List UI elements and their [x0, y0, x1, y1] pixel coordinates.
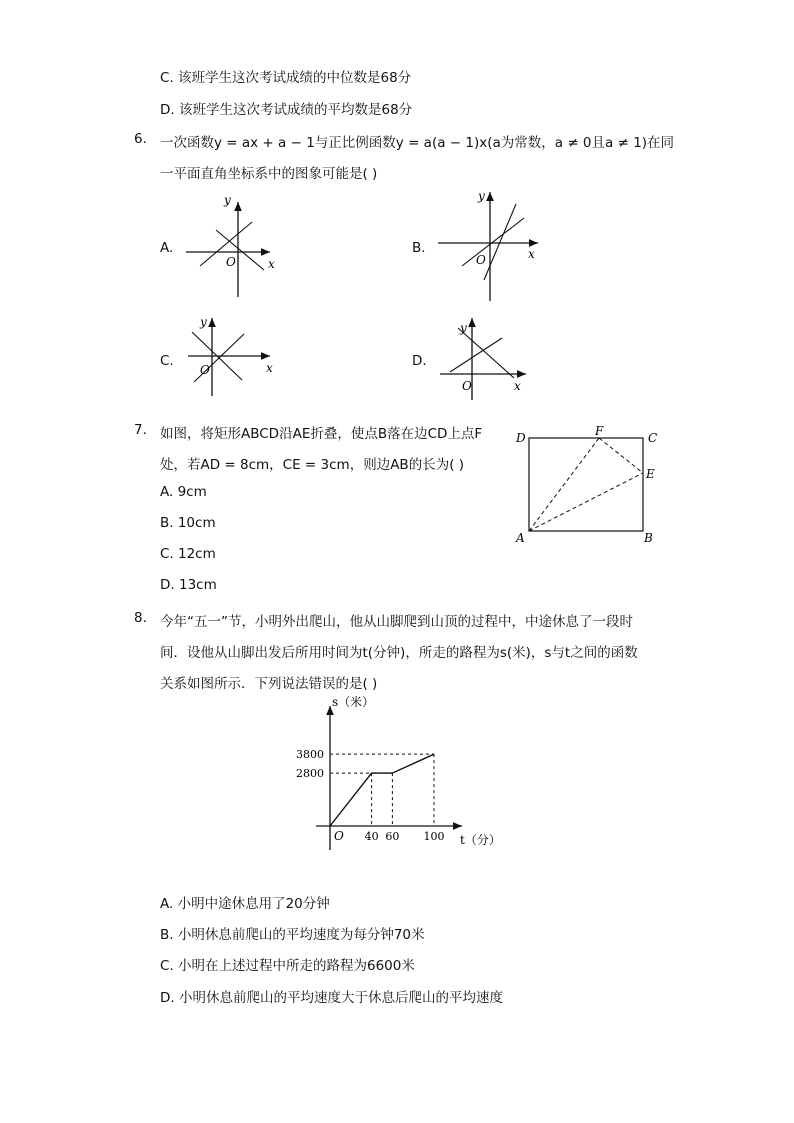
q6c-x-label: x	[266, 361, 273, 375]
q8-stem-line1: 今年“五一”节，小明外出爬山，他从山脚爬到山顶的过程中，中途休息了一段时	[160, 614, 633, 630]
q6d-x-label: x	[514, 379, 521, 393]
q7-label-d: D	[516, 431, 526, 445]
q6-option-a-label: A.	[160, 240, 174, 256]
q6-number: 6.	[134, 131, 147, 147]
q6-option-d-label: D.	[412, 353, 427, 369]
q6-stem-line1: 一次函数y = ax + a − 1与正比例函数y = a(a − 1)x(a为常数，a ≠ 0且a ≠ 1)在同	[160, 135, 675, 151]
q8-option-a: A. 小明中途休息用了20分钟	[160, 896, 330, 912]
q6-option-c-label: C.	[160, 353, 174, 369]
q5-option-c: C. 该班学生这次考试成绩的中位数是68分	[160, 70, 412, 86]
q6-graph-d	[434, 312, 534, 402]
q8-option-c: C. 小明在上述过程中所走的路程为6600米	[160, 958, 415, 974]
x-tick-label: 40	[364, 830, 379, 843]
q6b-x-label: x	[528, 247, 535, 261]
q7-label-c: C	[648, 431, 658, 445]
q6c-y-label: y	[200, 315, 207, 329]
x-tick-label: 100	[423, 830, 445, 843]
q8-option-d: D. 小明休息前爬山的平均速度大于休息后爬山的平均速度	[160, 990, 503, 1006]
origin-label: O	[334, 829, 344, 843]
q7-rectangle-figure	[510, 426, 670, 548]
q6a-origin-label: O	[226, 255, 236, 269]
chart-guides	[330, 754, 434, 826]
q6-graph-c	[182, 312, 282, 398]
q6a-x-label: x	[268, 257, 275, 271]
q8-distance-time-chart	[280, 690, 520, 855]
q6-graph-a	[180, 192, 290, 302]
q8-option-b: B. 小明休息前爬山的平均速度为每分钟70米	[160, 927, 425, 943]
y-tick-label: 2800	[296, 767, 324, 781]
x-tick-label: 60	[385, 830, 400, 843]
q8-stem-line2: 间．设他从山脚出发后所用时间为t(分钟)，所走的路程为s(米)，s与t之间的函数	[160, 645, 638, 661]
q7-label-a: A	[516, 531, 525, 545]
series-line	[330, 754, 434, 826]
q6-graph-b	[432, 186, 552, 304]
x-axis-title: t（分）	[460, 833, 501, 847]
q7-option-b: B. 10cm	[160, 515, 216, 531]
q7-label-b: B	[644, 531, 653, 545]
q6a-y-label: y	[224, 193, 231, 207]
q6d-origin-label: O	[462, 379, 472, 393]
q5-option-d: D. 该班学生这次考试成绩的平均数是68分	[160, 102, 413, 118]
q7-number: 7.	[134, 422, 147, 438]
q7-option-d: D. 13cm	[160, 577, 217, 593]
y-axis-title: s（米）	[332, 695, 375, 709]
q6c-origin-label: O	[200, 363, 210, 377]
y-tick-label: 3800	[296, 748, 324, 762]
q7-label-f: F	[595, 426, 604, 438]
q8-number: 8.	[134, 610, 147, 626]
q6b-y-label: y	[478, 189, 485, 203]
q7-label-e: E	[646, 467, 655, 481]
q7-stem-line2: 处，若AD = 8cm，CE = 3cm，则边AB的长为( )	[160, 457, 465, 473]
q6-stem-line2: 一平面直角坐标系中的图象可能是( )	[160, 166, 378, 182]
q8-stem-line3: 关系如图所示．下列说法错误的是( )	[160, 676, 378, 692]
q6b-origin-label: O	[476, 253, 486, 267]
q7-option-a: A. 9cm	[160, 484, 207, 500]
q7-stem-line1: 如图，将矩形ABCD沿AE折叠，使点B落在边CD上点F	[160, 426, 483, 442]
q7-option-c: C. 12cm	[160, 546, 216, 562]
q6-option-b-label: B.	[412, 240, 426, 256]
q6d-y-label: y	[460, 321, 467, 335]
chart-series-line	[330, 754, 434, 826]
